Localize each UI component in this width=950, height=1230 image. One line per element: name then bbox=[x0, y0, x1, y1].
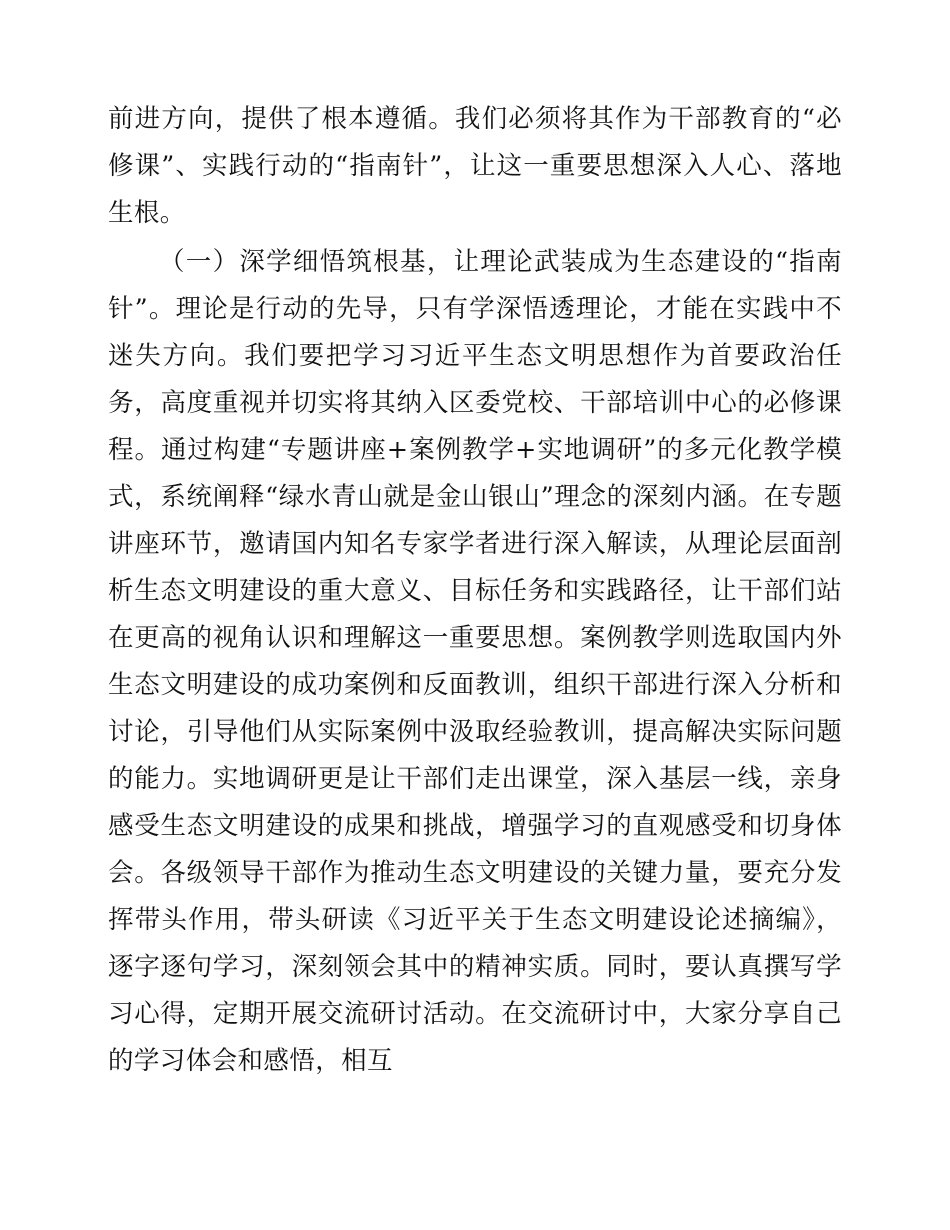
paragraph-section-one: （一）深学细悟筑根基，让理论武装成为生态建设的“指南针”。理论是行动的先导，只有学深悟透理论，才能在实践中不迷失方向。我们要把学习习近平生态文明思想作为首要政治任务，高度重视并切实将其纳入区委党校、干部培训中心的必修课程。通过构建“专题讲座+案例教学+实地调研”的多元化教学模式，系统阐释“绿水青山就是金山银山”理念的深刻内涵。在专题讲座环节，邀请国内知名专家学者进行深入解读，从理论层面剖析生态文明建设的重大意义、目标任务和实践路径，让干部们站在更高的视角认识和理解这一重要思想。案例教学则选取国内外生态文明建设的成功案例和反面教训，组织干部进行深入分析和讨论，引导他们从实际案例中汲取经验教训，提高解决实际问题的能力。实地调研更是让干部们走出课堂，深入基层一线，亲身感受生态文明建设的成果和挑战，增强学习的直观感受和切身体会。各级领导干部作为推动生态文明建设的关键力量，要充分发挥带头作用，带头研读《习近平关于生态文明建设论述摘编》，逐字逐句学习，深刻领会其中的精神实质。同时，要认真撰写学习心得，定期开展交流研讨活动。在交流研讨中，大家分享自己的学习体会和感悟，相互 bbox=[108, 247, 842, 1076]
document-body bbox=[108, 96, 842, 1085]
paragraph-continued: 前进方向，提供了根本遵循。我们必须将其作为干部教育的“必修课”、实践行动的“指南针”，让这一重要思想深入人心、落地生根。 bbox=[108, 104, 842, 228]
